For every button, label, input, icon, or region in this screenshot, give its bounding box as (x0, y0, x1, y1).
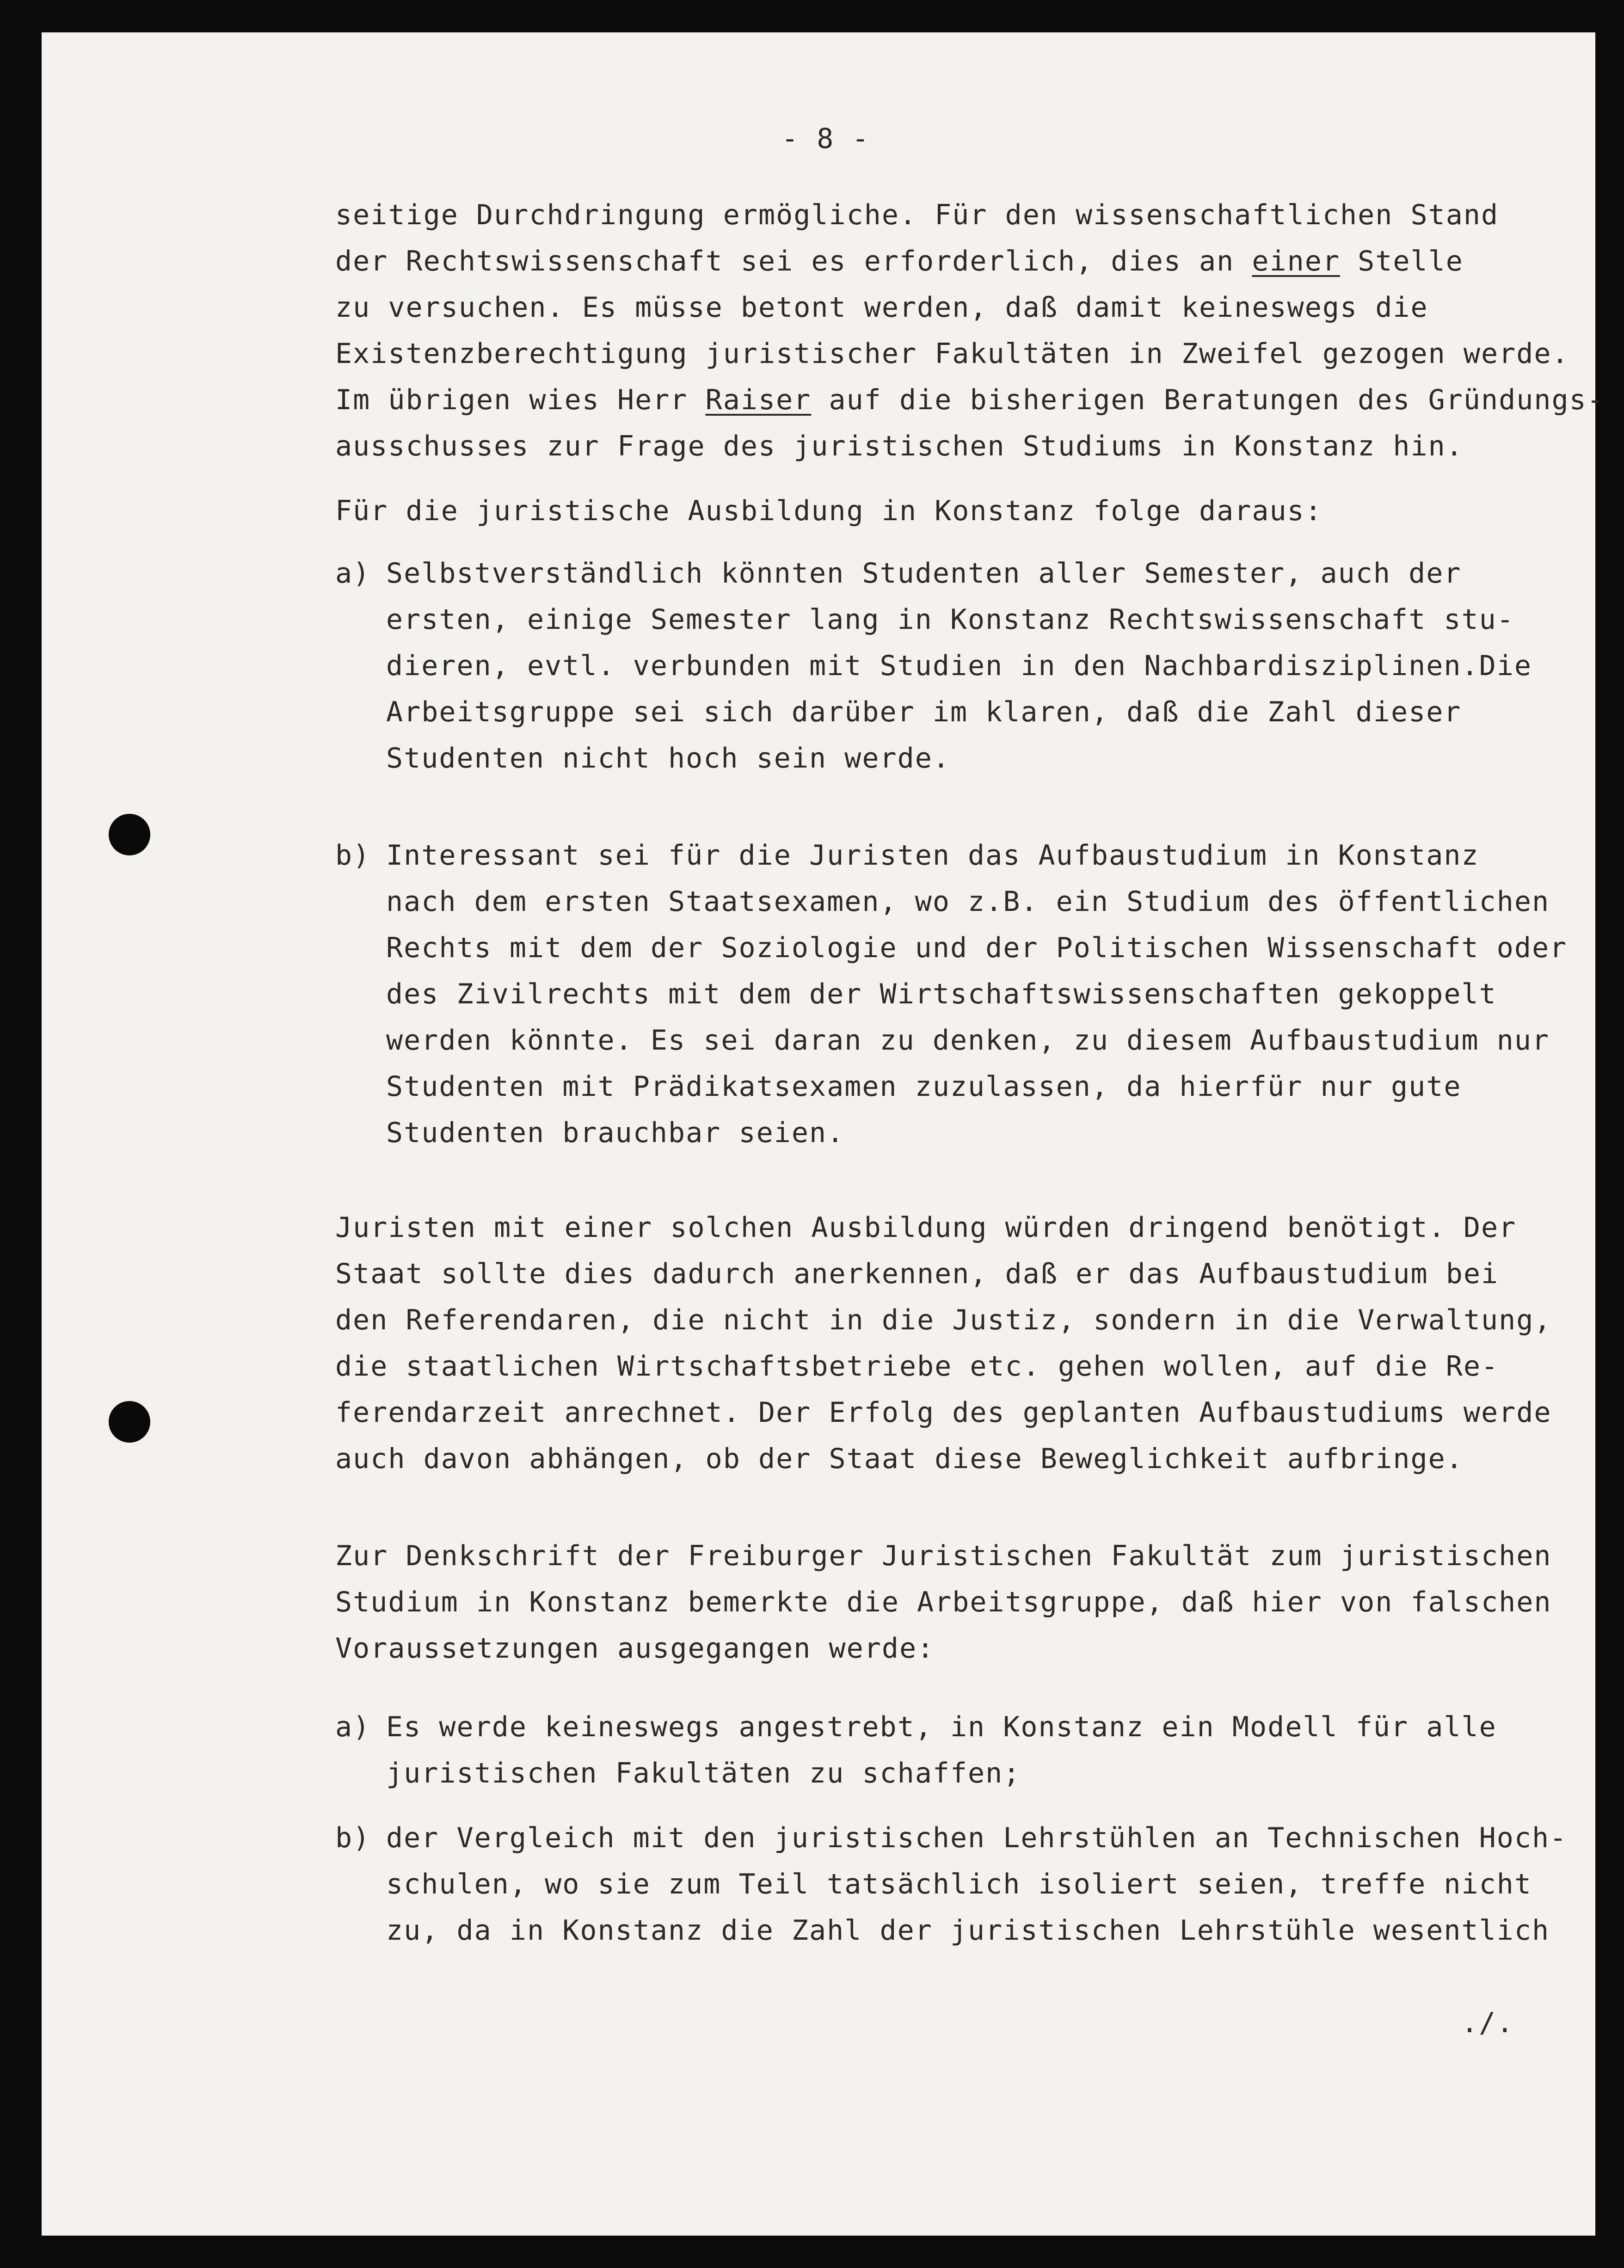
para1-line6: ausschusses zur Frage des juristischen Studiums in Konstanz hin. (335, 430, 1464, 462)
list1-b-marker: b) (335, 839, 371, 872)
list1-a-line2: ersten, einige Semester lang in Konstanz Rechtswissenschaft stu- (386, 603, 1514, 636)
emphasis-raiser: Raiser (705, 384, 812, 416)
para1-line4: Existenzberechtigung juristischer Fakultäten in Zweifel gezogen werde. (335, 338, 1569, 370)
page-number: - 8 - (781, 123, 870, 155)
list1-a-marker: a) (335, 557, 371, 590)
list1-b-line4: des Zivilrechts mit dem der Wirtschaftswissenschaften gekoppelt (386, 978, 1497, 1010)
list1-a-line3: dieren, evtl. verbunden mit Studien in den Nachbardisziplinen.Die (386, 650, 1532, 682)
list2-a-line2: juristischen Fakultäten zu schaffen; (386, 1757, 1021, 1789)
para1-line2: der Rechtswissenschaft sei es erforderlich, dies an einer Stelle (335, 245, 1464, 277)
list1-b-line7: Studenten brauchbar seien. (386, 1117, 845, 1149)
list2-b-marker: b) (335, 1822, 371, 1854)
list1-b-line5: werden könnte. Es sei daran zu denken, zu diesem Aufbaustudium nur (386, 1024, 1550, 1057)
list1-b-line6: Studenten mit Prädikatsexamen zuzulassen, da hierfür nur gute (386, 1070, 1462, 1103)
para1-line1: seitige Durchdringung ermögliche. Für den wissenschaftlichen Stand (335, 199, 1499, 231)
list2-b-line3: zu, da in Konstanz die Zahl der juristischen Lehrstühle wesentlich (386, 1914, 1550, 1947)
list1-b-line2: nach dem ersten Staatsexamen, wo z.B. ein Studium des öffentlichen (386, 885, 1550, 918)
para3-line2: Staat sollte dies dadurch anerkennen, daß er das Aufbaustudium bei (335, 1258, 1499, 1290)
para3-line1: Juristen mit einer solchen Ausbildung würden dringend benötigt. Der (335, 1211, 1517, 1244)
list1-a-line1: Selbstverständlich könnten Studenten aller Semester, auch der (386, 557, 1462, 590)
punch-hole-upper (109, 814, 150, 855)
para3-line3: den Referendaren, die nicht in die Justiz, sondern in die Verwaltung, (335, 1304, 1552, 1336)
para4-line2: Studium in Konstanz bemerkte die Arbeitsgruppe, daß hier von falschen (335, 1586, 1552, 1618)
para4-line1: Zur Denkschrift der Freiburger Juristischen Fakultät zum juristischen (335, 1540, 1552, 1572)
para1-line3: zu versuchen. Es müsse betont werden, daß damit keineswegs die (335, 291, 1428, 324)
para2-line1: Für die juristische Ausbildung in Konstanz folge daraus: (335, 495, 1323, 527)
list1-b-line3: Rechts mit dem der Soziologie und der Politischen Wissenschaft oder (386, 932, 1568, 964)
emphasis-einer: einer (1252, 245, 1341, 277)
para3-line6: auch davon abhängen, ob der Staat diese Beweglichkeit aufbringe. (335, 1443, 1464, 1475)
list2-a-marker: a) (335, 1711, 371, 1743)
para1-line5: Im übrigen wies Herr Raiser auf die bisherigen Beratungen des Gründungs- (335, 384, 1605, 416)
para4-line3: Voraussetzungen ausgegangen werde: (335, 1632, 935, 1665)
punch-hole-lower (109, 1401, 150, 1443)
list1-b-line1: Interessant sei für die Juristen das Aufbaustudium in Konstanz (386, 839, 1479, 872)
list1-a-line4: Arbeitsgruppe sei sich darüber im klaren, daß die Zahl dieser (386, 696, 1462, 728)
list1-a-line5: Studenten nicht hoch sein werde. (386, 742, 950, 774)
para3-line5: ferendarzeit anrechnet. Der Erfolg des geplanten Aufbaustudiums werde (335, 1396, 1552, 1429)
list2-b-line2: schulen, wo sie zum Teil tatsächlich isoliert seien, treffe nicht (386, 1868, 1532, 1900)
para3-line4: die staatlichen Wirtschaftsbetriebe etc. gehen wollen, auf die Re- (335, 1350, 1499, 1383)
list2-a-line1: Es werde keineswegs angestrebt, in Konstanz ein Modell für alle (386, 1711, 1497, 1743)
list2-b-line1: der Vergleich mit den juristischen Lehrstühlen an Technischen Hoch- (386, 1822, 1568, 1854)
continuation-mark: ./. (1461, 2007, 1514, 2039)
